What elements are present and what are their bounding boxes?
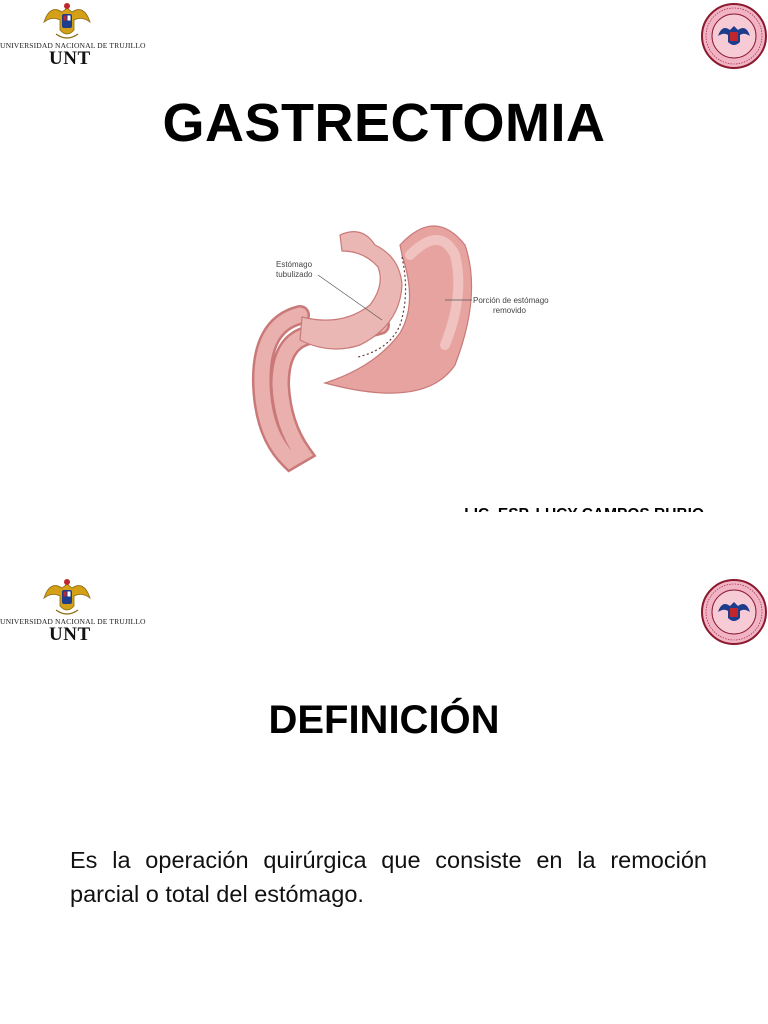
university-acronym: UNT [49, 624, 91, 645]
nursing-faculty-seal-icon [700, 2, 768, 70]
label-sleeve-line2: tubulizado [276, 270, 313, 279]
university-name: UNIVERSIDAD NACIONAL DE TRUJILLO [0, 41, 146, 50]
university-crest-icon [40, 0, 94, 42]
label-sleeve-line1: Estómago [276, 260, 313, 269]
label-removed-line2: removido [493, 306, 526, 315]
stomach-illustration [250, 215, 580, 465]
slide-2 [0, 512, 768, 1024]
label-removed-line1: Porción de estómago [473, 296, 549, 305]
section-heading: DEFINICIÓN [268, 698, 500, 742]
definition-text: Es la operación quirúrgica que consiste en la remoción parcial o total del estómago. [70, 847, 707, 907]
university-acronym: UNT [49, 48, 91, 69]
unt-logo [0, 0, 148, 72]
university-crest-icon [40, 576, 94, 618]
unt-logo [0, 576, 148, 648]
university-name: UNIVERSIDAD NACIONAL DE TRUJILLO [0, 617, 146, 626]
page-title: GASTRECTOMIA [162, 93, 606, 153]
nursing-faculty-seal-icon [700, 578, 768, 646]
